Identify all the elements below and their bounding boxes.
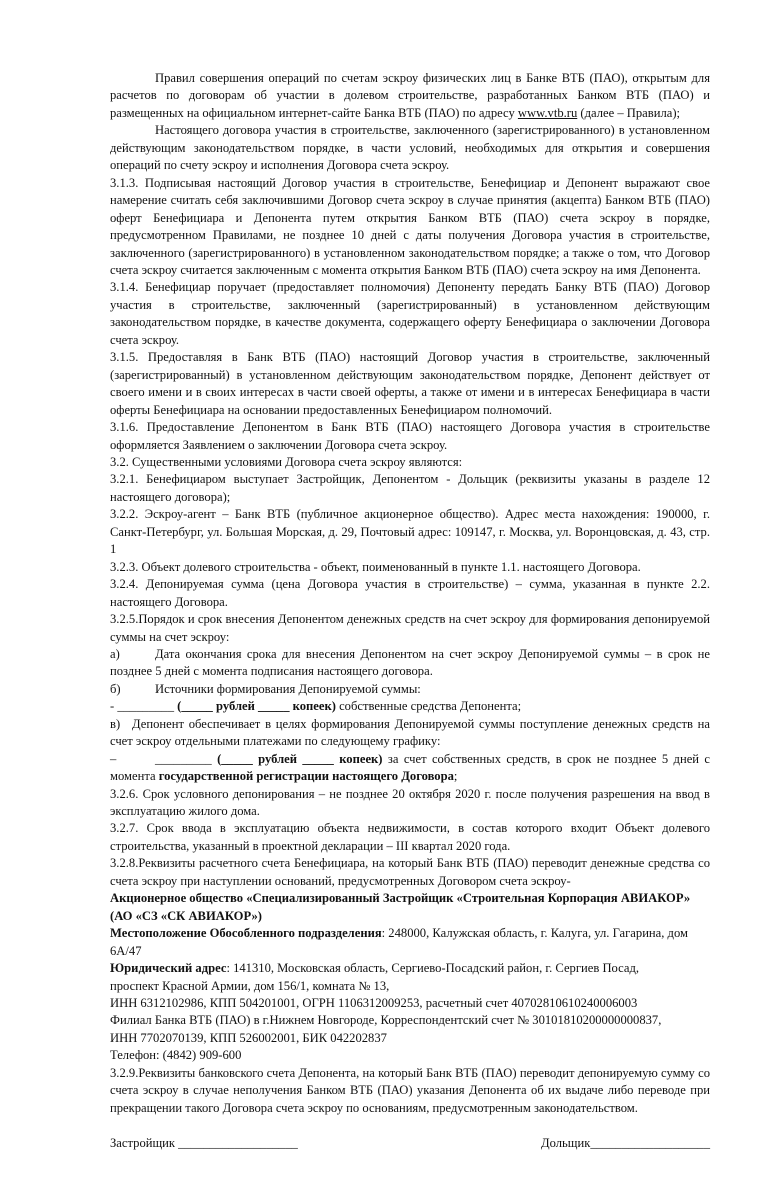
text-segment: 3.1.4. Бенефициар поручает (предоставляет полномочия) Депоненту передать Банку ВТБ (ПАО) Договор участия в строительстве, заключенный (зарегистрированный) в установленном действующим законодательством порядке, в качестве документа, содержащего оферту Бенефициара о заключении Договора счета эскроу. <box>110 280 710 347</box>
paragraph <box>110 855 710 890</box>
document-body <box>110 70 710 1117</box>
developer-signature-line: Застройщик ___________________ <box>110 1136 298 1151</box>
paragraph <box>110 1030 710 1047</box>
paragraph <box>110 559 710 576</box>
text-segment: 3.2.1. Бенефициаром выступает Застройщик, Депонентом - Дольщик (реквизиты указаны в разделе 12 настоящего договора); <box>110 472 710 504</box>
text-segment: проспект Красной Армии, дом 156/1, комната № 13, <box>110 978 390 993</box>
text-segment: Правил совершения операций по счетам эскроу физических лиц в Банке ВТБ (ПАО), открытым для расчетов по договорам об участии в долевом строительстве, разработанных Банком ВТБ (ПАО) и размещенных на официальном интернет-сайте Банка ВТБ (ПАО) по адресу <box>110 71 710 120</box>
paragraph <box>110 454 710 471</box>
paragraph <box>110 786 710 821</box>
text-segment: 3.1.3. Подписывая настоящий Договор участия в строительстве, Бенефициар и Депонент выражают свое намерение считать себя заключившими Договор счета эскроу в случае принятия (акцепта) Банком ВТБ (ПАО) оферт Бенефициара и Депонента путем открытия Банком ВТБ (ПАО) счета эскроу в порядке, предусмотренном Правилами, не позднее 10 дней с даты получения Договора участия в строительстве, заключенного (зарегистрированного) в установленном законодательством порядке; а также о том, что Договор счета эскроу считается заключенным с момента открытия Банком ВТБ (ПАО) счета эскроу на имя Депонента. <box>110 175 710 277</box>
text-segment: за счет собственных средств, в срок не позднее 5 дней с момента <box>110 751 711 784</box>
paragraph <box>110 611 710 646</box>
paragraph <box>110 471 710 506</box>
paragraph <box>110 995 710 1012</box>
paragraph <box>110 349 710 419</box>
text-segment: (далее – Правила); <box>577 105 681 120</box>
text-segment: : 141310, Московская область, Сергиево-Посадский район, г. Сергиев Посад, <box>226 961 640 976</box>
bold-text: Юридический адрес <box>110 961 227 976</box>
text-segment: собственные средства Депонента; <box>335 699 522 714</box>
paragraph <box>110 681 710 698</box>
text-segment: 3.1.5. Предоставляя в Банк ВТБ (ПАО) настоящий Договор участия в строительстве, заключенный (зарегистрированный) в установленном действующим законодательством порядке, Депонент действует от своего имени и в своих интересах в части своей оферты, а также от имени и в интересах Бенефициара в части оферты Бенефициара на основании предоставленных Бенефициаром полномочий. <box>110 350 710 417</box>
paragraph <box>110 908 710 925</box>
paragraph <box>110 506 710 558</box>
paragraph <box>110 279 710 349</box>
text-segment: 3.2.9.Реквизиты банковского счета Депонента, на который Банк ВТБ (ПАО) переводит депонируемую сумму со счета эскроу в случае неполучения Банком ВТБ (ПАО) указания Депонента об их выдаче либо переводе при прекращении такого Договора счета эскроу по основаниям, предусмотренным законодательством. <box>110 1065 710 1115</box>
paragraph <box>110 419 710 454</box>
bold-text: Акционерное общество «Специализированный Застройщик «Строительная Корпорация АВИАКОР» <box>110 891 691 906</box>
bold-text: (_____ рублей _____ копеек) <box>177 699 336 714</box>
text-segment: Филиал Банка ВТБ (ПАО) в г.Нижнем Новгороде, Корреспондентский счет № 30101810200000000837, <box>110 1013 662 1028</box>
paragraph <box>110 175 710 280</box>
text-segment: Телефон: (4842) 909-600 <box>110 1048 242 1063</box>
list-marker: – <box>110 751 117 766</box>
paragraph <box>110 1012 710 1029</box>
paragraph <box>110 925 710 960</box>
paragraph <box>110 716 710 751</box>
paragraph <box>110 70 710 122</box>
website-link[interactable]: www.vtb.ru <box>517 105 578 120</box>
paragraph <box>110 890 710 907</box>
text-segment: ИНН 7702070139, КПП 526002001, БИК 042202837 <box>110 1030 387 1045</box>
signature-block <box>110 1135 710 1152</box>
text-segment: Настоящего договора участия в строительстве, заключенного (зарегистрированного) в установленном действующим законодательством порядке, в части условий, необходимых для открытия и совершения операций по счету эскроу и исполнения Договора счета эскроу. <box>110 123 710 173</box>
text-segment: ИНН 6312102986, КПП 504201001, ОГРН 1106312009253, расчетный счет 40702810610240006003 <box>110 996 638 1011</box>
text-segment: 3.2.3. Объект долевого строительства - объект, поименованный в пункте 1.1. настоящего Договора. <box>110 559 641 574</box>
bold-text: (_____ рублей _____ копеек) <box>217 751 383 766</box>
text-segment: Депонент обеспечивает в целях формирования Депонируемой суммы поступление денежных средств на счет эскроу отдельными платежами по следующему графику: <box>110 716 710 749</box>
text-segment: Дата окончания срока для внесения Депонентом на счет эскроу Депонируемой суммы – в срок не позднее 5 дней с момента подписания настоящего договора. <box>110 646 710 679</box>
paragraph <box>110 751 710 786</box>
list-marker: а) <box>110 646 120 661</box>
text-segment: 3.1.6. Предоставление Депонентом в Банк ВТБ (ПАО) настоящего Договора участия в строительстве оформляется Заявлением о заключении Договора счета эскроу. <box>110 420 710 452</box>
list-marker: б) <box>110 681 121 696</box>
text-segment: 3.2.8.Реквизиты расчетного счета Бенефициара, на который Банк ВТБ (ПАО) переводит денежные средства со счета эскроу при наступлении оснований, предусмотренных Договором счета эскроу- <box>110 856 710 888</box>
paragraph <box>110 576 710 611</box>
text-segment: 3.2. Существенными условиями Договора счета эскроу являются: <box>110 454 463 469</box>
text-segment: 3.2.7. Срок ввода в эксплуатацию объекта недвижимости, в состав которого входит Объект долевого строительства, указанный в проектной декларации – III квартал 2020 года. <box>110 821 710 853</box>
participant-signature-line: Дольщик___________________ <box>541 1136 710 1151</box>
paragraph <box>110 820 710 855</box>
text-segment: 3.2.5.Порядок и срок внесения Депонентом денежных средств на счет эскроу для формирования депонируемой суммы на счет эскроу: <box>110 612 710 644</box>
list-marker: в) <box>110 716 121 731</box>
text-segment: : 248000, Калужская область, г. Калуга, ул. Гагарина, дом 6А/47 <box>110 926 688 958</box>
paragraph <box>110 1065 710 1117</box>
bold-text: (АО «СЗ «СК АВИАКОР») <box>110 908 262 923</box>
text-segment: Источники формирования Депонируемой суммы: <box>155 681 421 696</box>
bold-text: государственной регистрации настоящего Договора <box>158 769 454 784</box>
paragraph <box>110 978 710 995</box>
text-segment: 3.2.6. Срок условного депонирования – не позднее 20 октября 2020 г. после получения разрешения на ввод в эксплуатацию жилого дома. <box>110 786 710 819</box>
text-segment: _________ <box>155 751 218 766</box>
paragraph <box>110 698 710 715</box>
bold-text: Местоположение Обособленного подразделения <box>110 926 382 941</box>
paragraph <box>110 960 710 977</box>
text-segment: - _________ <box>110 699 178 714</box>
text-segment: ; <box>453 769 458 784</box>
text-segment: 3.2.4. Депонируемая сумма (цена Договора участия в строительстве) – сумма, указанная в пункте 2.2. настоящего Договора. <box>110 577 710 609</box>
text-segment: 3.2.2. Эскроу-агент – Банк ВТБ (публичное акционерное общество). Адрес места нахождения: 190000, г. Санкт-Петербург, ул. Большая Морская, д. 29, Почтовый адрес: 109147, г. Москва, ул. Воронцовская, д. 43, стр. 1 <box>110 507 710 557</box>
paragraph <box>110 122 710 174</box>
paragraph <box>110 646 710 681</box>
paragraph <box>110 1047 710 1064</box>
